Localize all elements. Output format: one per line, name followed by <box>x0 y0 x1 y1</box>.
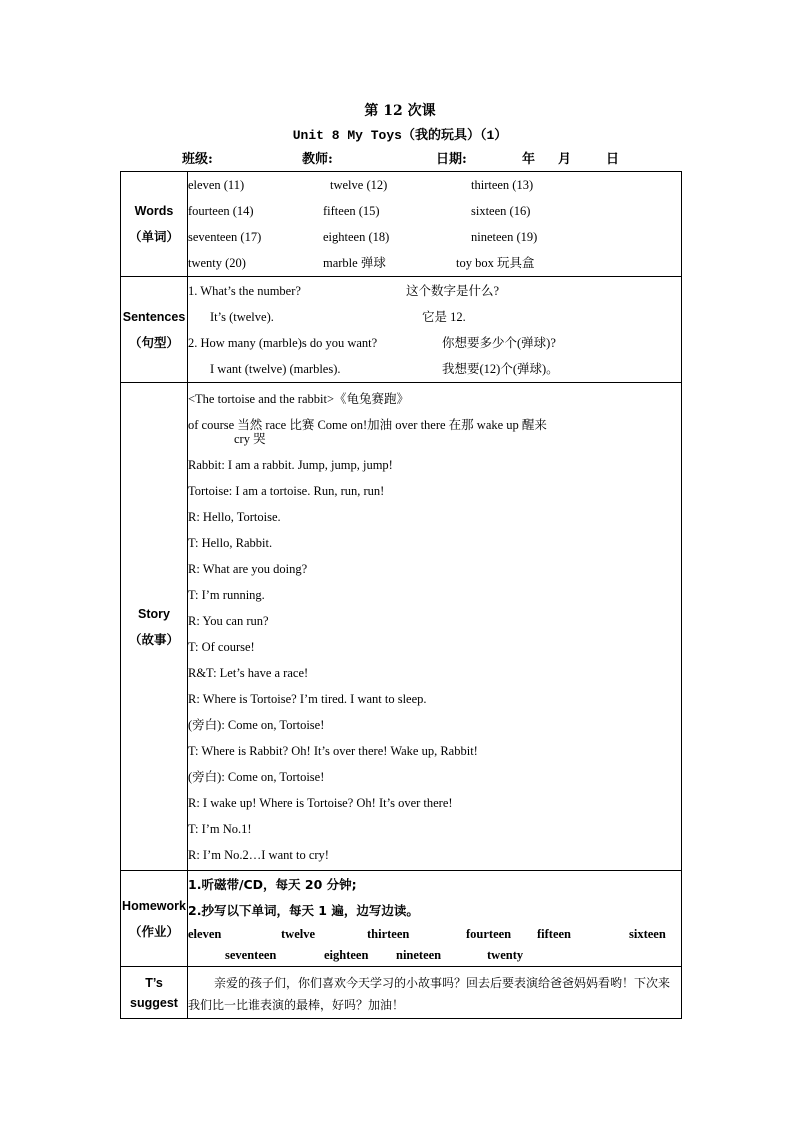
words-line <box>188 172 681 198</box>
story-line: R&T: Let’s have a race! <box>188 665 309 680</box>
words-line <box>188 250 681 276</box>
story-line: R: What are you doing? <box>188 561 308 576</box>
homework-word: fourteen <box>466 926 512 941</box>
story-line: R: You can run? <box>188 613 269 628</box>
homework-label-zh: （作业） <box>128 923 179 939</box>
homework-content <box>188 871 682 967</box>
story-line: R: Hello, Tortoise. <box>188 509 281 524</box>
teacher-label: 教师: <box>302 152 333 167</box>
sentences-label-cell <box>121 277 188 383</box>
sentence-zh: 它是 12. <box>422 309 466 324</box>
story-label: Story <box>138 606 170 621</box>
homework-item: 2.抄写以下单词，每天 1 遍，边写边读。 <box>188 902 419 918</box>
homework-word: eighteen <box>324 947 369 962</box>
words-label-cell <box>121 172 188 277</box>
words-label-zh: （单词） <box>128 229 179 244</box>
story-line: T: Where is Rabbit? Oh! It’s over there! Wake up, Rabbit! <box>188 743 478 758</box>
homework-word: twenty <box>487 947 524 962</box>
unit-title: Unit 8 My Toys（我的玩具）（1） <box>292 128 508 143</box>
sentence-en: It’s (twelve). <box>210 309 274 324</box>
teacher-suggestion: 亲爱的孩子们，你们喜欢今天学习的小故事吗？回去后要表演给爸爸妈妈看哟！下次来我们比一比谁表演的最棒，好吗？加油！ <box>188 975 671 1012</box>
word-item: fifteen (15) <box>323 204 380 218</box>
word-item: eleven (11) <box>188 178 245 192</box>
homework-word: twelve <box>281 926 316 941</box>
year-label: 年 <box>522 152 536 167</box>
homework-label-cell <box>121 871 188 967</box>
month-label: 月 <box>558 152 572 167</box>
word-item: sixteen (16) <box>471 204 531 218</box>
sentence-line <box>188 304 681 330</box>
sentences-content <box>188 277 682 383</box>
suggest-label-cell <box>121 967 188 1019</box>
lesson-table <box>120 171 682 1019</box>
story-title: <The tortoise and the rabbit>《龟兔赛跑》 <box>188 391 410 406</box>
homework-word: nineteen <box>396 947 442 962</box>
story-line: T: Hello, Rabbit. <box>188 535 273 550</box>
words-content <box>188 172 682 277</box>
story-label-zh: （故事） <box>128 631 179 647</box>
story-line: R: I’m No.2…I want to cry! <box>188 847 329 862</box>
homework-word: sixteen <box>629 926 666 941</box>
words-line <box>188 198 681 224</box>
sentence-line <box>188 330 681 356</box>
story-line: T: I’m running. <box>188 587 265 602</box>
word-item: nineteen (19) <box>471 230 538 244</box>
suggest-label: T’s <box>145 975 163 990</box>
story-line: Rabbit: I am a rabbit. Jump, jump, jump! <box>188 457 393 472</box>
homework-item: 1.听磁带/CD，每天 20 分钟; <box>188 876 357 892</box>
suggest-content <box>188 967 682 1019</box>
sentences-label-zh: （句型） <box>128 334 179 350</box>
story-row <box>121 383 682 871</box>
date-label: 日期: <box>436 152 467 167</box>
word-item: seventeen (17) <box>188 230 262 244</box>
sentences-label: Sentences <box>122 309 186 324</box>
story-content <box>188 383 682 871</box>
suggest-row <box>121 967 682 1019</box>
story-vocab: of course 当然 race 比赛 Come on!加油 over there 在那 wake up 醒来 <box>188 417 547 432</box>
sentence-line <box>188 356 681 382</box>
sentence-zh: 我想要(12)个(弹球)。 <box>442 361 559 376</box>
sentence-en: 1. What’s the number? <box>188 283 301 298</box>
words-label: Words <box>134 204 174 218</box>
story-line: R: Where is Tortoise? I’m tired. I want to sleep. <box>188 691 427 706</box>
homework-words-line <box>188 924 681 945</box>
word-item: twenty (20) <box>188 256 246 270</box>
word-item: toy box 玩具盒 <box>456 256 535 270</box>
sentence-zh: 这个数字是什么? <box>406 283 500 298</box>
word-item: thirteen (13) <box>471 178 534 192</box>
story-line: (旁白): Come on, Tortoise! <box>188 717 325 732</box>
word-item: eighteen (18) <box>323 230 390 244</box>
word-item: twelve (12) <box>330 178 388 192</box>
words-line <box>188 224 681 250</box>
homework-word: thirteen <box>367 926 410 941</box>
sentence-zh: 你想要多少个(弹球)? <box>442 335 556 350</box>
day-label: 日 <box>606 152 620 167</box>
story-vocab-cont: cry 哭 <box>234 431 266 446</box>
homework-label: Homework <box>122 898 186 913</box>
story-line: T: Of course! <box>188 639 255 654</box>
sentence-line <box>188 278 681 304</box>
story-line: (旁白): Come on, Tortoise! <box>188 769 325 784</box>
words-row <box>121 172 682 277</box>
class-label: 班级: <box>182 152 213 167</box>
homework-word: seventeen <box>225 947 277 962</box>
homework-word: eleven <box>188 926 222 941</box>
suggest-label-2: suggest <box>130 995 178 1010</box>
story-line: Tortoise: I am a tortoise. Run, run, run! <box>188 483 385 498</box>
lesson-number-title: 第 12 次课 <box>364 103 436 119</box>
sentences-row <box>121 277 682 383</box>
sentence-en: 2. How many (marble)s do you want? <box>188 335 378 350</box>
story-label-cell <box>121 383 188 871</box>
homework-words-line <box>188 945 681 966</box>
story-line: R: I wake up! Where is Tortoise? Oh! It’s over there! <box>188 795 453 810</box>
homework-row <box>121 871 682 967</box>
sentence-en: I want (twelve) (marbles). <box>210 361 341 376</box>
story-line: T: I’m No.1! <box>188 821 252 836</box>
word-item: marble 弹球 <box>323 256 386 270</box>
word-item: fourteen (14) <box>188 204 254 218</box>
homework-word: fifteen <box>537 926 572 941</box>
